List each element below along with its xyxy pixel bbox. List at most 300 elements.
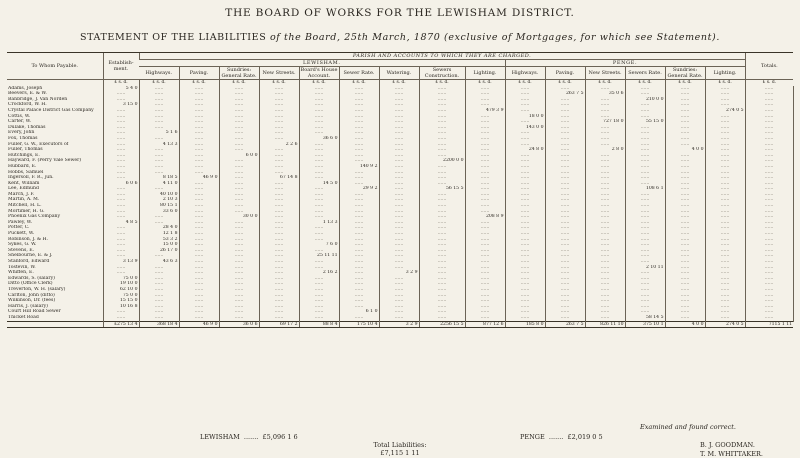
empty-cell: ......: [665, 231, 705, 237]
empty-cell: ......: [585, 97, 625, 103]
empty-cell: ......: [545, 192, 585, 198]
empty-cell: ......: [505, 298, 545, 304]
payee-name: Hayward, F. (Perry Vale Sewer): [8, 158, 82, 164]
empty-cell: ......: [545, 125, 585, 131]
empty-cell: ......: [465, 209, 505, 215]
empty-cell: ......: [299, 153, 339, 159]
empty-cell: ......: [505, 108, 545, 114]
empty-cell: ......: [379, 125, 419, 131]
totals-row: [7, 321, 793, 328]
empty-cell: ......: [625, 153, 665, 159]
empty-cell: ......: [379, 259, 419, 265]
empty-cell: ......: [465, 220, 505, 226]
amount-cell: 35 0 6: [585, 91, 625, 97]
empty-cell: ......: [299, 315, 339, 321]
empty-cell: ......: [665, 281, 705, 287]
empty-cell: ......: [465, 197, 505, 203]
empty-cell: ......: [419, 242, 465, 248]
empty-cell: ......: [103, 136, 139, 142]
empty-cell: ......: [625, 197, 665, 203]
column-total: 88 8 4: [299, 321, 339, 328]
empty-cell: ......: [179, 231, 219, 237]
empty-cell: ......: [585, 231, 625, 237]
empty-cell: ......: [625, 237, 665, 243]
empty-cell: ......: [419, 259, 465, 265]
empty-cell: ......: [745, 270, 793, 276]
empty-cell: ......: [219, 315, 259, 321]
empty-cell: ......: [299, 91, 339, 97]
empty-cell: ......: [339, 225, 379, 231]
empty-cell: ......: [585, 181, 625, 187]
header-lewisham: LEWISHAM.: [139, 60, 505, 67]
empty-cell: ......: [219, 248, 259, 254]
payee-name: Stanford, Edward: [8, 259, 50, 264]
empty-cell: ......: [745, 225, 793, 231]
header-penge-col: Highways.: [505, 67, 545, 80]
empty-cell: ......: [219, 164, 259, 170]
empty-cell: ......: [179, 130, 219, 136]
empty-cell: ......: [625, 136, 665, 142]
empty-cell: ......: [585, 197, 625, 203]
empty-cell: ......: [705, 231, 745, 237]
unit-cell: £ s. d.: [339, 80, 379, 86]
payee-name: Crystal Palace District Gas Company: [8, 107, 94, 113]
empty-cell: ......: [705, 203, 745, 209]
empty-cell: ......: [103, 248, 139, 254]
unit-cell: £ s. d.: [505, 80, 545, 86]
empty-cell: ......: [505, 237, 545, 243]
empty-cell: ......: [465, 309, 505, 315]
empty-cell: ......: [103, 153, 139, 159]
empty-cell: ......: [339, 158, 379, 164]
header-penge-col: Sundries: General Rate.: [665, 67, 705, 80]
empty-cell: ......: [139, 147, 179, 153]
empty-cell: ......: [545, 265, 585, 271]
empty-cell: ......: [665, 214, 705, 220]
header-lewisham-col: Sewer Rate.: [339, 67, 379, 80]
empty-cell: ......: [505, 253, 545, 259]
empty-cell: ......: [705, 181, 745, 187]
empty-cell: ......: [545, 293, 585, 299]
empty-cell: ......: [139, 102, 179, 108]
empty-cell: ......: [585, 192, 625, 198]
empty-cell: ......: [179, 86, 219, 92]
payee-name: Thicket Road: [8, 314, 39, 320]
empty-cell: ......: [585, 209, 625, 215]
empty-cell: ......: [705, 298, 745, 304]
empty-cell: ......: [259, 270, 299, 276]
empty-cell: ......: [545, 86, 585, 92]
empty-cell: ......: [179, 315, 219, 321]
amount-cell: 6 1 0: [339, 309, 379, 315]
empty-cell: ......: [705, 136, 745, 142]
empty-cell: ......: [745, 304, 793, 310]
empty-cell: ......: [379, 214, 419, 220]
amount-cell: 263 7 5: [545, 91, 585, 97]
empty-cell: ......: [585, 170, 625, 176]
empty-cell: ......: [419, 203, 465, 209]
empty-cell: ......: [179, 170, 219, 176]
empty-cell: ......: [299, 170, 339, 176]
empty-cell: ......: [379, 181, 419, 187]
empty-cell: ......: [545, 298, 585, 304]
empty-cell: ......: [419, 130, 465, 136]
empty-cell: ......: [705, 158, 745, 164]
empty-cell: ......: [379, 108, 419, 114]
empty-cell: ......: [665, 119, 705, 125]
empty-cell: ......: [585, 175, 625, 181]
empty-cell: ......: [419, 309, 465, 315]
empty-cell: ......: [505, 231, 545, 237]
unit-cell: £ s. d.: [665, 80, 705, 86]
empty-cell: ......: [339, 220, 379, 226]
empty-cell: ......: [705, 91, 745, 97]
amount-cell: 12 1 8: [139, 231, 179, 237]
amount-cell: 1 13 3: [299, 220, 339, 226]
empty-cell: ......: [665, 253, 705, 259]
empty-cell: ......: [545, 214, 585, 220]
empty-cell: ......: [179, 253, 219, 259]
empty-cell: ......: [665, 170, 705, 176]
empty-cell: ......: [505, 142, 545, 148]
empty-cell: ......: [625, 225, 665, 231]
empty-cell: ......: [585, 102, 625, 108]
amount-cell: 2 8 0: [585, 147, 625, 153]
empty-cell: ......: [745, 142, 793, 148]
empty-cell: ......: [665, 259, 705, 265]
column-total: 175 10 4: [339, 321, 379, 328]
empty-cell: ......: [745, 309, 793, 315]
empty-cell: ......: [339, 214, 379, 220]
payee-name: Lee, Edmund: [8, 186, 39, 192]
header-penge-col: Lighting.: [705, 67, 745, 80]
empty-cell: ......: [419, 253, 465, 259]
empty-cell: ......: [545, 231, 585, 237]
empty-cell: ......: [465, 102, 505, 108]
empty-cell: ......: [585, 142, 625, 148]
empty-cell: ......: [379, 136, 419, 142]
empty-cell: ......: [745, 186, 793, 192]
amount-cell: 4 13 3: [139, 142, 179, 148]
empty-cell: ......: [339, 153, 379, 159]
empty-cell: ......: [179, 298, 219, 304]
header-penge-col: Paving.: [545, 67, 585, 80]
header-lewisham-col: Board's House Account.: [300, 67, 338, 79]
empty-cell: ......: [219, 225, 259, 231]
empty-cell: ......: [465, 119, 505, 125]
empty-cell: ......: [705, 130, 745, 136]
empty-cell: ......: [139, 220, 179, 226]
empty-cell: ......: [259, 220, 299, 226]
payee-name: Crockford, W. H.: [8, 102, 47, 108]
empty-cell: ......: [545, 242, 585, 248]
empty-cell: ......: [299, 86, 339, 92]
empty-cell: ......: [465, 170, 505, 176]
empty-cell: ......: [379, 192, 419, 198]
empty-cell: ......: [625, 214, 665, 220]
amount-cell: 19 10 0: [103, 281, 139, 287]
amount-cell: 26 17 0: [139, 248, 179, 254]
empty-cell: ......: [259, 237, 299, 243]
empty-cell: ......: [745, 91, 793, 97]
empty-cell: ......: [299, 287, 339, 293]
empty-cell: ......: [299, 259, 339, 265]
payee-name: Carter, W.: [8, 119, 32, 125]
empty-cell: ......: [625, 293, 665, 299]
payee-name: Robinson, J. & H.: [8, 236, 49, 242]
empty-cell: ......: [219, 293, 259, 299]
amount-cell: 24 8 0: [505, 147, 545, 153]
empty-cell: ......: [665, 136, 705, 142]
empty-cell: ......: [219, 298, 259, 304]
empty-cell: ......: [379, 170, 419, 176]
empty-cell: ......: [259, 125, 299, 131]
payee-name: Adams, Joseph: [8, 85, 43, 91]
empty-cell: ......: [219, 108, 259, 114]
empty-cell: ......: [745, 214, 793, 220]
empty-cell: ......: [705, 102, 745, 108]
empty-cell: ......: [419, 220, 465, 226]
empty-cell: ......: [299, 192, 339, 198]
empty-cell: ......: [625, 147, 665, 153]
empty-cell: ......: [219, 242, 259, 248]
amount-cell: 58 14 5: [625, 315, 665, 321]
empty-cell: ......: [665, 248, 705, 254]
empty-cell: ......: [179, 304, 219, 310]
empty-cell: ......: [379, 253, 419, 259]
amount-cell: 143 0 0: [505, 125, 545, 131]
payee-name: Tostevin, W.: [8, 264, 36, 270]
empty-cell: ......: [179, 209, 219, 215]
payee-name: Hobbs, Samuel: [8, 169, 44, 175]
empty-cell: ......: [505, 276, 545, 282]
empty-cell: ......: [339, 231, 379, 237]
empty-cell: ......: [465, 231, 505, 237]
empty-cell: ......: [219, 281, 259, 287]
empty-cell: ......: [665, 309, 705, 315]
header-lewisham-col: Highways.: [139, 67, 179, 80]
empty-cell: ......: [139, 91, 179, 97]
empty-cell: ......: [379, 158, 419, 164]
empty-cell: ......: [505, 248, 545, 254]
empty-cell: ......: [745, 97, 793, 103]
empty-cell: ......: [139, 214, 179, 220]
empty-cell: ......: [625, 259, 665, 265]
empty-cell: ......: [339, 125, 379, 131]
empty-cell: ......: [379, 86, 419, 92]
payee-name: Mortimer, H. G.: [8, 208, 45, 214]
empty-cell: ......: [585, 276, 625, 282]
empty-cell: ......: [299, 197, 339, 203]
empty-cell: ......: [179, 220, 219, 226]
signature-whittaker: T. M. WHITTAKER.: [700, 450, 763, 458]
empty-cell: ......: [505, 181, 545, 187]
column-total: £275 13 4: [103, 321, 139, 328]
empty-cell: ......: [379, 248, 419, 254]
empty-cell: ......: [585, 125, 625, 131]
empty-cell: ......: [665, 158, 705, 164]
empty-cell: ......: [259, 186, 299, 192]
empty-cell: ......: [545, 281, 585, 287]
empty-cell: ......: [379, 142, 419, 148]
empty-cell: ......: [103, 231, 139, 237]
empty-cell: ......: [585, 304, 625, 310]
empty-cell: ......: [505, 97, 545, 103]
empty-cell: ......: [465, 192, 505, 198]
empty-cell: ......: [419, 136, 465, 142]
empty-cell: ......: [419, 153, 465, 159]
empty-cell: ......: [219, 220, 259, 226]
empty-cell: ......: [705, 170, 745, 176]
header-lewisham-col: Paving.: [179, 67, 219, 80]
empty-cell: ......: [379, 97, 419, 103]
empty-cell: ......: [465, 265, 505, 271]
penge-summary-label: PENGE: [520, 433, 545, 441]
empty-cell: ......: [139, 315, 179, 321]
empty-cell: ......: [625, 114, 665, 120]
empty-cell: ......: [259, 197, 299, 203]
empty-cell: ......: [259, 298, 299, 304]
empty-cell: ......: [299, 119, 339, 125]
empty-cell: ......: [299, 309, 339, 315]
empty-cell: ......: [179, 186, 219, 192]
empty-cell: ......: [219, 265, 259, 271]
empty-cell: ......: [625, 142, 665, 148]
empty-cell: ......: [259, 287, 299, 293]
examined-note: Examined and found correct.: [640, 423, 736, 431]
empty-cell: ......: [665, 175, 705, 181]
empty-cell: ......: [625, 164, 665, 170]
empty-cell: ......: [339, 248, 379, 254]
empty-cell: ......: [665, 209, 705, 215]
empty-cell: ......: [139, 186, 179, 192]
empty-cell: ......: [545, 136, 585, 142]
empty-cell: ......: [585, 315, 625, 321]
empty-cell: ......: [505, 186, 545, 192]
empty-cell: ......: [179, 265, 219, 271]
empty-cell: ......: [139, 158, 179, 164]
empty-cell: ......: [179, 147, 219, 153]
empty-cell: ......: [379, 231, 419, 237]
empty-cell: ......: [745, 298, 793, 304]
empty-cell: ......: [139, 153, 179, 159]
empty-cell: ......: [139, 298, 179, 304]
empty-cell: ......: [259, 315, 299, 321]
empty-cell: ......: [259, 102, 299, 108]
empty-cell: ......: [545, 209, 585, 215]
empty-cell: ......: [219, 287, 259, 293]
empty-cell: ......: [625, 91, 665, 97]
empty-cell: ......: [219, 270, 259, 276]
empty-cell: ......: [379, 114, 419, 120]
empty-cell: ......: [103, 214, 139, 220]
empty-cell: ......: [103, 242, 139, 248]
empty-cell: ......: [103, 108, 139, 114]
empty-cell: ......: [705, 125, 745, 131]
empty-cell: ......: [419, 270, 465, 276]
empty-cell: ......: [705, 164, 745, 170]
empty-cell: ......: [745, 203, 793, 209]
amount-cell: 36 6 0: [299, 136, 339, 142]
empty-cell: ......: [705, 225, 745, 231]
totals-label-cell: [7, 321, 103, 328]
empty-cell: ......: [103, 237, 139, 243]
empty-cell: ......: [103, 175, 139, 181]
empty-cell: ......: [179, 197, 219, 203]
empty-cell: ......: [219, 175, 259, 181]
empty-cell: ......: [745, 281, 793, 287]
amount-cell: 53 3 2: [139, 237, 179, 243]
payee-name: Sykes, G. W.: [8, 242, 37, 248]
empty-cell: ......: [259, 158, 299, 164]
empty-cell: ......: [625, 192, 665, 198]
empty-cell: ......: [745, 253, 793, 259]
empty-cell: ......: [625, 203, 665, 209]
empty-cell: ......: [465, 237, 505, 243]
header-penge: PENGE.: [505, 60, 745, 67]
amount-cell: 7 6 0: [299, 242, 339, 248]
empty-cell: ......: [179, 287, 219, 293]
empty-cell: ......: [465, 142, 505, 148]
empty-cell: ......: [419, 175, 465, 181]
empty-cell: ......: [179, 281, 219, 287]
empty-cell: ......: [299, 209, 339, 215]
empty-cell: ......: [379, 242, 419, 248]
unit-cell: £ s. d.: [419, 80, 465, 86]
empty-cell: ......: [419, 97, 465, 103]
empty-cell: ......: [585, 158, 625, 164]
empty-cell: ......: [259, 265, 299, 271]
empty-cell: ......: [419, 102, 465, 108]
empty-cell: ......: [179, 91, 219, 97]
header-lewisham-col: New Streets.: [259, 67, 299, 80]
column-total: 2256 15 5: [419, 321, 465, 328]
empty-cell: ......: [259, 242, 299, 248]
empty-cell: ......: [745, 119, 793, 125]
empty-cell: ......: [139, 108, 179, 114]
unit-cell: £ s. d.: [585, 80, 625, 86]
empty-cell: ......: [103, 114, 139, 120]
empty-cell: ......: [545, 175, 585, 181]
document-title: THE BOARD OF WORKS FOR THE LEWISHAM DISTRICT.: [225, 7, 575, 19]
empty-cell: ......: [585, 108, 625, 114]
empty-cell: ......: [339, 298, 379, 304]
amount-cell: 208 8 9: [465, 214, 505, 220]
empty-cell: ......: [219, 276, 259, 282]
empty-cell: ......: [419, 287, 465, 293]
empty-cell: ......: [339, 293, 379, 299]
empty-cell: ......: [259, 259, 299, 265]
empty-cell: ......: [139, 287, 179, 293]
empty-cell: ......: [505, 102, 545, 108]
empty-cell: ......: [179, 293, 219, 299]
empty-cell: ......: [339, 304, 379, 310]
amount-cell: 67 14 8: [259, 175, 299, 181]
payee-name: Harris, J. (salary): [8, 303, 48, 309]
empty-cell: ......: [139, 309, 179, 315]
empty-cell: ......: [505, 220, 545, 226]
empty-cell: ......: [419, 91, 465, 97]
empty-cell: ......: [505, 287, 545, 293]
empty-cell: ......: [219, 181, 259, 187]
empty-cell: ......: [379, 91, 419, 97]
empty-cell: ......: [139, 253, 179, 259]
empty-cell: ......: [705, 315, 745, 321]
empty-cell: ......: [419, 192, 465, 198]
empty-cell: ......: [259, 153, 299, 159]
empty-cell: ......: [103, 192, 139, 198]
amount-cell: 2 2 6: [259, 142, 299, 148]
